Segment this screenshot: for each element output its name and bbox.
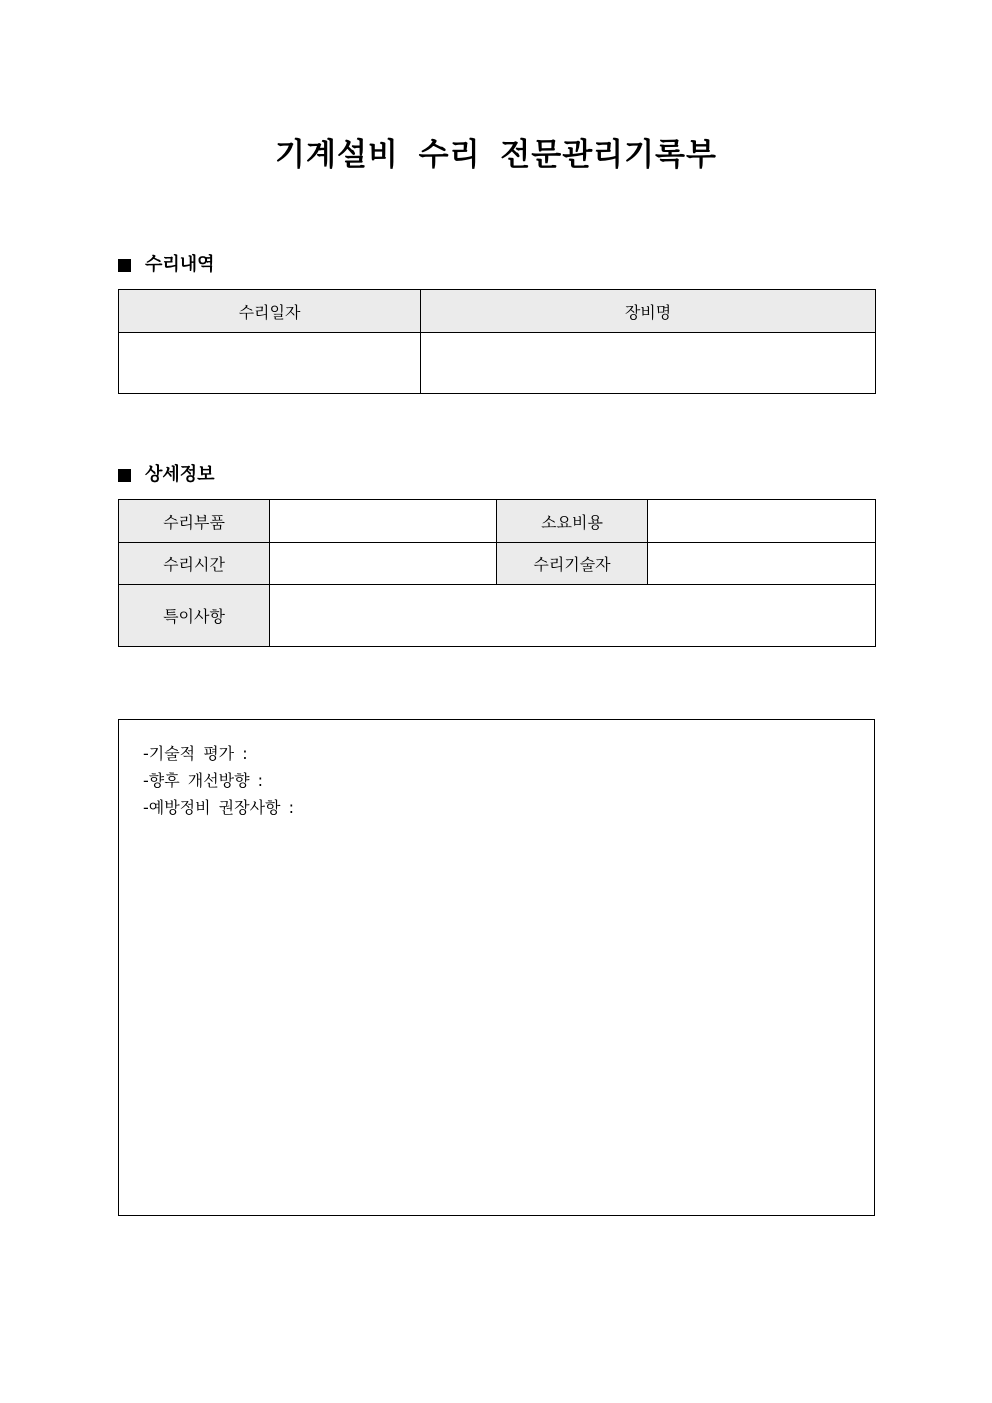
section-heading-repair-label: 수리내역 [145,254,215,275]
time-field[interactable] [270,543,497,585]
notes-box[interactable] [118,719,875,1216]
table-row [119,543,876,585]
note-technical-evaluation: -기술적 평가 : [143,744,248,763]
parts-field[interactable] [270,500,497,543]
section-heading-repair [118,253,215,277]
notes-list [143,740,294,821]
page-title: 기계설비 수리 전문관리기록부 [275,137,717,173]
remarks-label: 특이사항 [119,585,270,647]
equipment-name-header: 장비명 [421,290,876,333]
detail-info-table [118,499,876,647]
table-header-row [119,290,876,333]
remarks-field[interactable] [270,585,876,647]
section-heading-detail-label: 상세정보 [145,464,215,485]
cost-label: 소요비용 [497,500,648,543]
parts-label: 수리부품 [119,500,270,543]
table-row [119,333,876,394]
equipment-name-field[interactable] [421,333,876,394]
repair-date-header: 수리일자 [119,290,421,333]
square-bullet-icon [118,259,131,272]
repair-date-field[interactable] [119,333,421,394]
table-row [119,500,876,543]
square-bullet-icon [118,469,131,482]
cost-field[interactable] [648,500,876,543]
technician-field[interactable] [648,543,876,585]
section-heading-detail [118,463,215,487]
table-row [119,585,876,647]
repair-history-table [118,289,876,394]
note-future-improvement: -향후 개선방향 : [143,771,264,790]
technician-label: 수리기술자 [497,543,648,585]
time-label: 수리시간 [119,543,270,585]
note-preventive-maintenance: -예방정비 권장사항 : [143,798,294,817]
